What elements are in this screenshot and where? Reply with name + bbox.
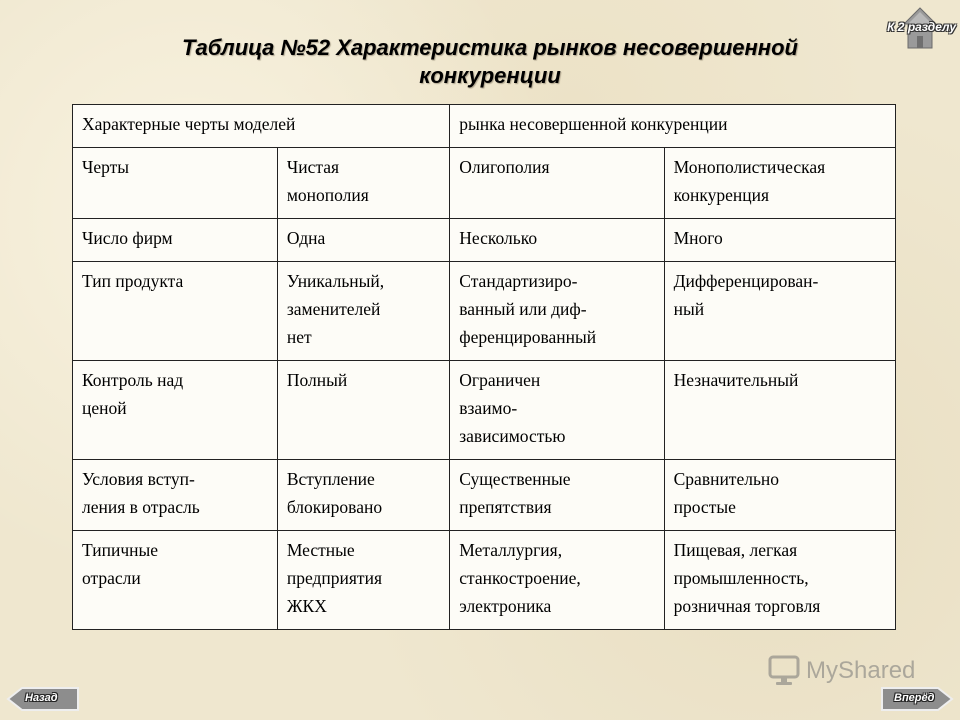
- table-cell: Типичные отрасли: [73, 531, 278, 630]
- table-header-right: рынка несовершенной конкуренции: [450, 105, 896, 148]
- table-cell: Сравнительно простые: [664, 460, 895, 531]
- table-cell: Незначительный: [664, 361, 895, 460]
- table-cell: Число фирм: [73, 219, 278, 262]
- to-section-2-button[interactable]: [866, 6, 956, 56]
- table-cell: Металлургия, станкостроение, электроника: [450, 531, 664, 630]
- table-row: [73, 531, 896, 630]
- next-button[interactable]: [880, 687, 954, 711]
- table-cell: Вступление блокировано: [277, 460, 449, 531]
- table-header-left: Характерные черты моделей: [73, 105, 450, 148]
- watermark-text: MyShared: [806, 657, 916, 684]
- table-cell: Одна: [277, 219, 449, 262]
- table-header-row: [73, 105, 896, 148]
- table-cell: Чистая монополия: [277, 148, 449, 219]
- table-cell: Полный: [277, 361, 449, 460]
- table-cell: Контроль над ценой: [73, 361, 278, 460]
- table-cell: Условия вступ- ления в отрасль: [73, 460, 278, 531]
- table-cell: Местные предприятия ЖКХ: [277, 531, 449, 630]
- table-cell: Олигополия: [450, 148, 664, 219]
- back-button[interactable]: [6, 687, 80, 711]
- table-row: [73, 219, 896, 262]
- table-cell: Много: [664, 219, 895, 262]
- table-row: [73, 460, 896, 531]
- table-cell: Уникальный, заменителей нет: [277, 262, 449, 361]
- table-cell: Тип продукта: [73, 262, 278, 361]
- page-title: [60, 34, 920, 90]
- table-row: [73, 148, 896, 219]
- page-title-line-1: Таблица №52 Характеристика рынков несовершенной: [182, 35, 798, 60]
- table-cell: Пищевая, легкая промышленность, розничная торговля: [664, 531, 895, 630]
- table-row: [73, 361, 896, 460]
- table-cell: Дифференцирован- ный: [664, 262, 895, 361]
- to-section-2-label: К 2 разделу: [887, 20, 956, 34]
- table-row: [73, 262, 896, 361]
- table-cell: Черты: [73, 148, 278, 219]
- back-button-label: Назад: [25, 692, 58, 704]
- page-title-line-2: конкуренции: [419, 63, 561, 88]
- table-cell: Существенные препятствия: [450, 460, 664, 531]
- table-cell: Ограничен взаимо- зависимостью: [450, 361, 664, 460]
- next-button-label: Вперёд: [894, 692, 935, 704]
- watermark-logo: [768, 654, 928, 690]
- market-comparison-table: [72, 104, 896, 630]
- watermark-monitor-icon: [768, 654, 802, 688]
- table-cell: Несколько: [450, 219, 664, 262]
- table-cell: Стандартизиро- ванный или диф- ференцированный: [450, 262, 664, 361]
- table-cell: Монополистическая конкуренция: [664, 148, 895, 219]
